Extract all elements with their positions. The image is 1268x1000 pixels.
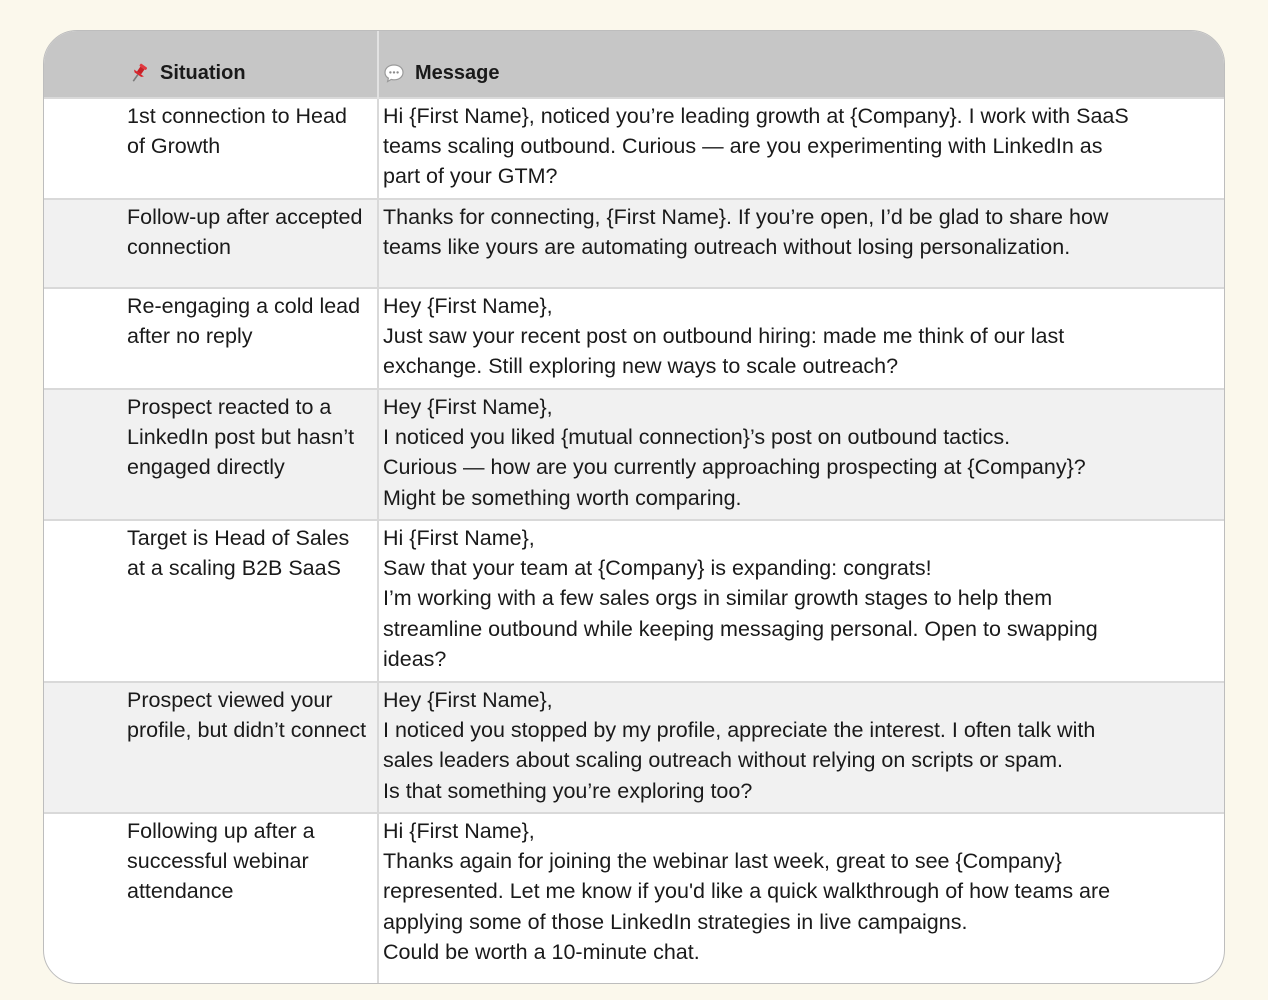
message-line: ideas? xyxy=(383,646,447,671)
situation-cell xyxy=(44,98,378,199)
message-cell xyxy=(378,813,1224,984)
message-line: sales leaders about scaling outreach without relying on scripts or spam. xyxy=(383,748,1063,773)
message-line: Could be worth a 10-minute chat. xyxy=(383,939,700,964)
table-row xyxy=(44,520,1224,682)
situation-line: profile, but didn’t connect xyxy=(127,718,367,743)
message-line: Is that something you’re exploring too? xyxy=(383,778,753,803)
message-cell xyxy=(378,199,1224,288)
situation-cell xyxy=(44,813,378,984)
message-line: Thanks again for joining the webinar last week, great to see {Company} xyxy=(383,849,1062,874)
message-line: Hi {First Name}, noticed you’re leading growth at {Company}. I work with SaaS xyxy=(383,104,1129,128)
message-line: Saw that your team at {Company} is expanding: congrats! xyxy=(383,556,932,581)
situation-cell xyxy=(44,199,378,288)
message-line: I noticed you liked {mutual connection}’s post on outbound tactics. xyxy=(383,425,1011,450)
message-line: Hi {First Name}, xyxy=(383,526,535,550)
situation-cell xyxy=(44,682,378,813)
message-line: part of your GTM? xyxy=(383,164,558,189)
message-line: applying some of those LinkedIn strategies in live campaigns. xyxy=(383,909,968,934)
pushpin-icon xyxy=(128,62,150,84)
situation-column-header xyxy=(44,31,378,98)
message-table xyxy=(44,31,1224,984)
situation-line: Follow-up after accepted xyxy=(127,205,363,229)
message-column-header xyxy=(378,31,1224,98)
message-line: I noticed you stopped by my profile, appreciate the interest. I often talk with xyxy=(383,718,1096,743)
message-line: streamline outbound while keeping messaging personal. Open to swapping xyxy=(383,616,1098,641)
situation-cell xyxy=(44,288,378,389)
message-line: exchange. Still exploring new ways to scale outreach? xyxy=(383,354,899,379)
situation-line: connection xyxy=(127,235,231,260)
situation-line: after no reply xyxy=(127,324,253,349)
message-line: represented. Let me know if you'd like a quick walkthrough of how teams are xyxy=(383,879,1111,904)
situation-line: Prospect reacted to a xyxy=(127,395,332,419)
situation-line: Target is Head of Sales xyxy=(127,526,350,550)
situation-line: 1st connection to Head xyxy=(127,104,347,128)
situation-line: engaged directly xyxy=(127,455,285,480)
message-line: teams like yours are automating outreach without losing personalization. xyxy=(383,235,1071,260)
situation-line: attendance xyxy=(127,879,234,904)
situation-header-label: Situation xyxy=(160,61,246,84)
message-line: I’m working with a few sales orgs in similar growth stages to help them xyxy=(383,586,1053,611)
message-line: Curious — how are you currently approaching prospecting at {Company}? xyxy=(383,455,1086,480)
message-cell xyxy=(378,520,1224,682)
message-header-label: Message xyxy=(415,61,500,84)
situation-cell xyxy=(44,520,378,682)
table-row xyxy=(44,389,1224,520)
message-line: Hey {First Name}, xyxy=(383,688,553,712)
message-cell xyxy=(378,389,1224,520)
message-line: Hi {First Name}, xyxy=(383,819,535,843)
table-row xyxy=(44,98,1224,199)
situation-line: Following up after a xyxy=(127,819,315,843)
table-row xyxy=(44,682,1224,813)
situation-line: at a scaling B2B SaaS xyxy=(127,556,341,581)
situation-line: Prospect viewed your xyxy=(127,688,333,712)
speech-bubble-icon xyxy=(383,62,405,84)
table-row xyxy=(44,813,1224,984)
situation-line: of Growth xyxy=(127,134,221,159)
table-header-row xyxy=(44,31,1224,98)
message-cell xyxy=(378,98,1224,199)
message-line: Hey {First Name}, xyxy=(383,294,553,318)
message-cell xyxy=(378,288,1224,389)
table-row xyxy=(44,288,1224,389)
message-line: Thanks for connecting, {First Name}. If you’re open, I’d be glad to share how xyxy=(383,205,1109,229)
table-row xyxy=(44,199,1224,288)
situation-line: successful webinar xyxy=(127,849,309,874)
situation-cell xyxy=(44,389,378,520)
message-line: Hey {First Name}, xyxy=(383,395,553,419)
message-table-card xyxy=(43,30,1225,984)
message-line: teams scaling outbound. Curious — are you experimenting with LinkedIn as xyxy=(383,134,1103,159)
message-cell xyxy=(378,682,1224,813)
situation-line: LinkedIn post but hasn’t xyxy=(127,425,355,450)
situation-line: Re-engaging a cold lead xyxy=(127,294,361,318)
message-line: Just saw your recent post on outbound hiring: made me think of our last xyxy=(383,324,1065,349)
message-line: Might be something worth comparing. xyxy=(383,485,742,510)
